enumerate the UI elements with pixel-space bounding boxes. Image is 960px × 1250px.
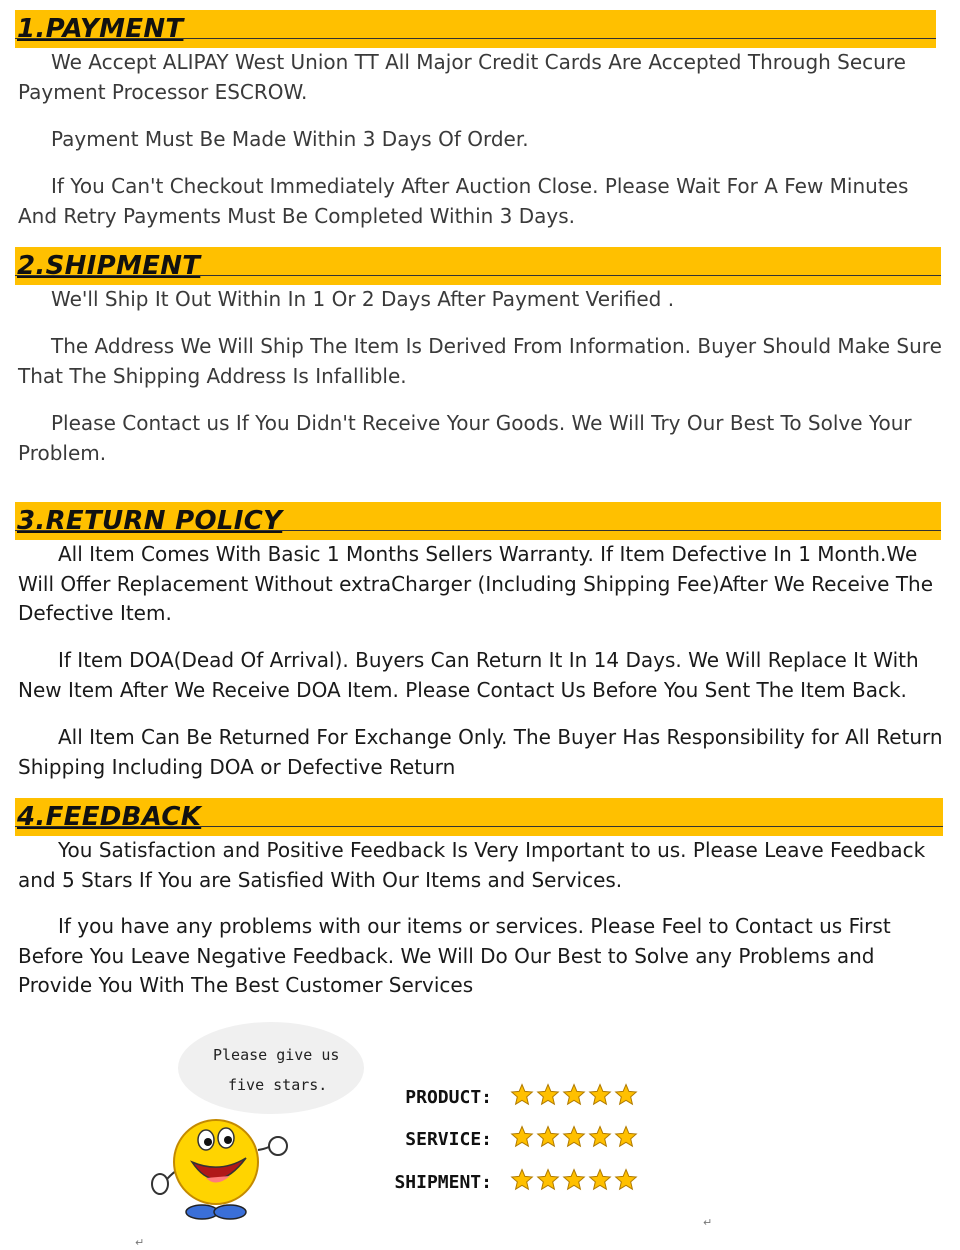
rating-label: SHIPMENT: (394, 1172, 492, 1193)
bubble-text-line1: Please give us (213, 1046, 340, 1064)
return-mark: ↵ (135, 1236, 145, 1249)
star-rating (510, 1168, 638, 1192)
star-rating (510, 1083, 638, 1107)
star-icon (536, 1083, 560, 1107)
star-icon (614, 1083, 638, 1107)
paragraph: If you have any problems with our items or services. Please Feel to Contact us First Before You Leave Negative Feedback. We Will Do Our Best to Solve any Problems and Provide You With The Best Customer Services (18, 914, 891, 997)
paragraph: All Item Comes With Basic 1 Months Sellers Warranty. If Item Defective In 1 Month.We Will Offer Replacement Without extraCharger (Including Shipping Fee)After We Receive The Defective Item. (18, 542, 934, 625)
return-mark: ↵ (703, 1216, 713, 1229)
star-icon (510, 1083, 534, 1107)
section-header-feedback (15, 798, 943, 836)
star-icon (536, 1125, 560, 1149)
star-icon (588, 1083, 612, 1107)
star-icon (588, 1168, 612, 1192)
star-icon (614, 1168, 638, 1192)
rating-row (0, 1083, 960, 1113)
section-title: 4.FEEDBACK (17, 802, 202, 832)
paragraph: If Item DOA(Dead Of Arrival). Buyers Can Return It In 14 Days. We Will Replace It With New Item After We Receive DOA Item. Please Contact Us Before You Sent The Item Back. (18, 648, 919, 702)
paragraph: We'll Ship It Out Within In 1 Or 2 Days After Payment Verified . (51, 287, 675, 311)
paragraph: You Satisfaction and Positive Feedback Is Very Important to us. Please Leave Feedback and 5 Stars If You are Satisfied With Our Items and Services. (18, 838, 926, 892)
rating-row (0, 1125, 960, 1155)
section-header-shipment (15, 247, 941, 285)
star-icon (536, 1168, 560, 1192)
star-icon (562, 1125, 586, 1149)
star-icon (588, 1125, 612, 1149)
section-header-payment (15, 10, 936, 48)
section-header-return-policy (15, 502, 941, 540)
section-title: 1.PAYMENT (17, 14, 184, 44)
paragraph: We Accept ALIPAY West Union TT All Major Credit Cards Are Accepted Through Secure Payment Processor ESCROW. (18, 50, 906, 104)
star-icon (510, 1125, 534, 1149)
star-icon (614, 1125, 638, 1149)
paragraph: Payment Must Be Made Within 3 Days Of Order. (51, 127, 529, 151)
rating-row (0, 1168, 960, 1198)
star-icon (562, 1168, 586, 1192)
section-title: 3.RETURN POLICY (17, 506, 283, 536)
rating-label: SERVICE: (405, 1129, 492, 1150)
rating-label: PRODUCT: (405, 1087, 492, 1108)
paragraph: All Item Can Be Returned For Exchange Only. The Buyer Has Responsibility for All Return Shipping Including DOA or Defective Return (18, 725, 943, 779)
star-rating (510, 1125, 638, 1149)
star-icon (562, 1083, 586, 1107)
section-title: 2.SHIPMENT (17, 251, 201, 281)
smiley-mascot-icon (150, 1098, 290, 1228)
paragraph: Please Contact us If You Didn't Receive Your Goods. We Will Try Our Best To Solve Your Problem. (18, 411, 912, 465)
bubble-text-line2: five stars. (228, 1076, 328, 1094)
star-icon (510, 1168, 534, 1192)
paragraph: If You Can't Checkout Immediately After Auction Close. Please Wait For A Few Minutes And Retry Payments Must Be Completed Within 3 Days. (18, 174, 909, 228)
paragraph: The Address We Will Ship The Item Is Derived From Information. Buyer Should Make Sure That The Shipping Address Is Infallible. (18, 334, 942, 388)
